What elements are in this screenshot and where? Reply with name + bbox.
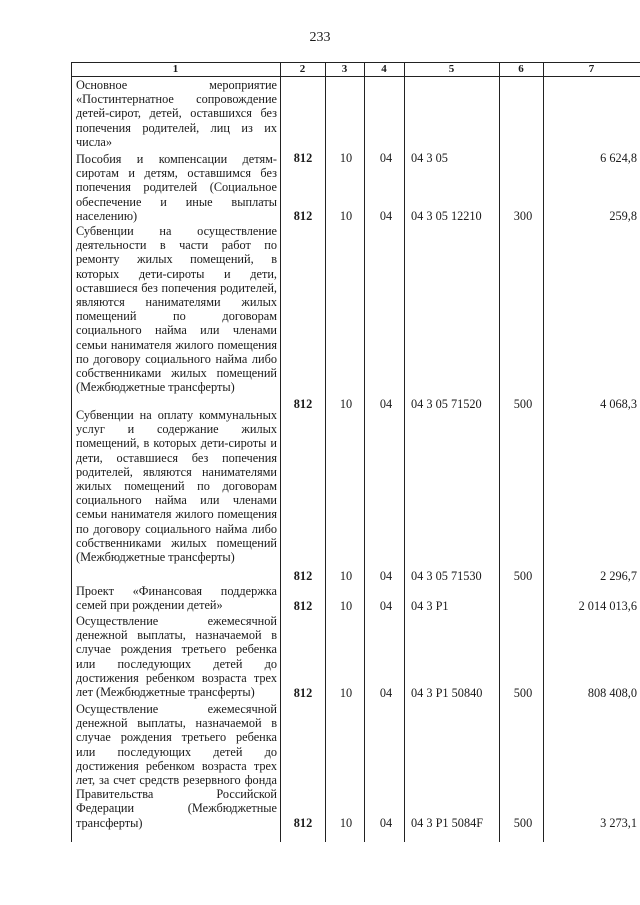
cell-col-6: 500 — [513, 397, 533, 411]
cell-col-7: 6 624,8 — [600, 151, 637, 165]
row-description: Осуществление ежемесячной денежной выплаты, назначаемой в случае рождения третьего ребенка или последующих детей до достижения ребенком возраста трех лет (Межбюджетные трансферты) — [76, 614, 277, 700]
cell-col-2: 812 — [293, 569, 313, 583]
row-description: Пособия и компенсации детям-сиротам и детям, оставшимся без попечения родителей (Социальное обеспечение и иные выплаты населению) — [76, 152, 277, 223]
cell-col-5: 04 3 P1 5084F — [411, 816, 484, 830]
cell-col-3: 10 — [339, 209, 353, 223]
cell-col-4: 04 — [379, 397, 393, 411]
column-divider — [404, 62, 405, 842]
column-divider — [364, 62, 365, 842]
row-description: Субвенции на осуществление деятельности в части работ по ремонту жилых помещений, в которых дети-сироты и дети, оставшиеся без попечения родителей, являются нанимателями жилых помещений по договорам социального найма или членами семьи нанимателя жилого помещения по договору социального найма либо собственниками жилых помещений (Межбюджетные трансферты) — [76, 224, 277, 395]
cell-col-4: 04 — [379, 599, 393, 613]
header-col-4: 4 — [381, 63, 387, 75]
cell-col-4: 04 — [379, 686, 393, 700]
cell-col-5: 04 3 05 71520 — [411, 397, 482, 411]
column-divider — [543, 62, 544, 842]
cell-col-5: 04 3 P1 — [411, 599, 449, 613]
cell-col-7: 2 296,7 — [600, 569, 637, 583]
header-col-2: 2 — [299, 63, 306, 75]
cell-col-2: 812 — [293, 397, 313, 411]
header-col-3: 3 — [341, 63, 348, 75]
row-description: Осуществление ежемесячной денежной выплаты, назначаемой в случае рождения третьего ребенка или последующих детей до достижения ребенком возраста трех лет, за счет средств резервного фонда Правительства Российской Федерации (Межбюджетные трансферты) — [76, 702, 277, 830]
column-divider — [499, 62, 500, 842]
budget-table — [71, 62, 640, 842]
column-divider — [71, 62, 72, 842]
header-divider — [71, 76, 640, 77]
row-description: Проект «Финансовая поддержка семей при рождении детей» — [76, 584, 277, 613]
header-col-6: 6 — [518, 63, 524, 75]
cell-col-7: 3 273,1 — [600, 816, 637, 830]
cell-col-2: 812 — [293, 686, 313, 700]
cell-col-3: 10 — [339, 151, 353, 165]
cell-col-5: 04 3 P1 50840 — [411, 686, 483, 700]
cell-col-3: 10 — [339, 599, 353, 613]
cell-col-4: 04 — [379, 209, 393, 223]
page-number: 233 — [309, 30, 331, 45]
cell-col-7: 808 408,0 — [587, 686, 637, 700]
header-col-7: 7 — [588, 63, 595, 75]
header-col-1: 1 — [172, 63, 179, 75]
cell-col-4: 04 — [379, 816, 393, 830]
cell-col-2: 812 — [293, 599, 313, 613]
cell-col-2: 812 — [293, 151, 313, 165]
cell-col-6: 500 — [513, 816, 533, 830]
cell-col-5: 04 3 05 — [411, 151, 448, 165]
cell-col-3: 10 — [339, 686, 353, 700]
column-divider — [325, 62, 326, 842]
cell-col-6: 500 — [513, 686, 533, 700]
cell-col-7: 259,8 — [609, 209, 637, 223]
column-divider — [280, 62, 281, 842]
cell-col-3: 10 — [339, 816, 353, 830]
cell-col-2: 812 — [293, 209, 313, 223]
cell-col-4: 04 — [379, 151, 393, 165]
cell-col-5: 04 3 05 12210 — [411, 209, 482, 223]
row-description: Субвенции на оплату коммунальных услуг и содержание жилых помещений, в которых дети-сироты и дети, оставшиеся без попечения родителей, являются нанимателями жилых помещений по договорам социального найма или членами семьи нанимателя жилого помещения по договору социального найма либо собственниками жилых помещений (Межбюджетные трансферты) — [76, 408, 277, 565]
cell-col-4: 04 — [379, 569, 393, 583]
row-description: Основное мероприятие «Постинтернатное сопровождение детей-сирот, детей, оставшихся без попечения родителей, лиц из их числа» — [76, 78, 277, 149]
cell-col-3: 10 — [339, 569, 353, 583]
cell-col-3: 10 — [339, 397, 353, 411]
cell-col-5: 04 3 05 71530 — [411, 569, 482, 583]
cell-col-6: 300 — [513, 209, 533, 223]
cell-col-2: 812 — [293, 816, 313, 830]
cell-col-7: 2 014 013,6 — [578, 599, 637, 613]
header-col-5: 5 — [448, 63, 455, 75]
cell-col-6: 500 — [513, 569, 533, 583]
cell-col-7: 4 068,3 — [600, 397, 637, 411]
